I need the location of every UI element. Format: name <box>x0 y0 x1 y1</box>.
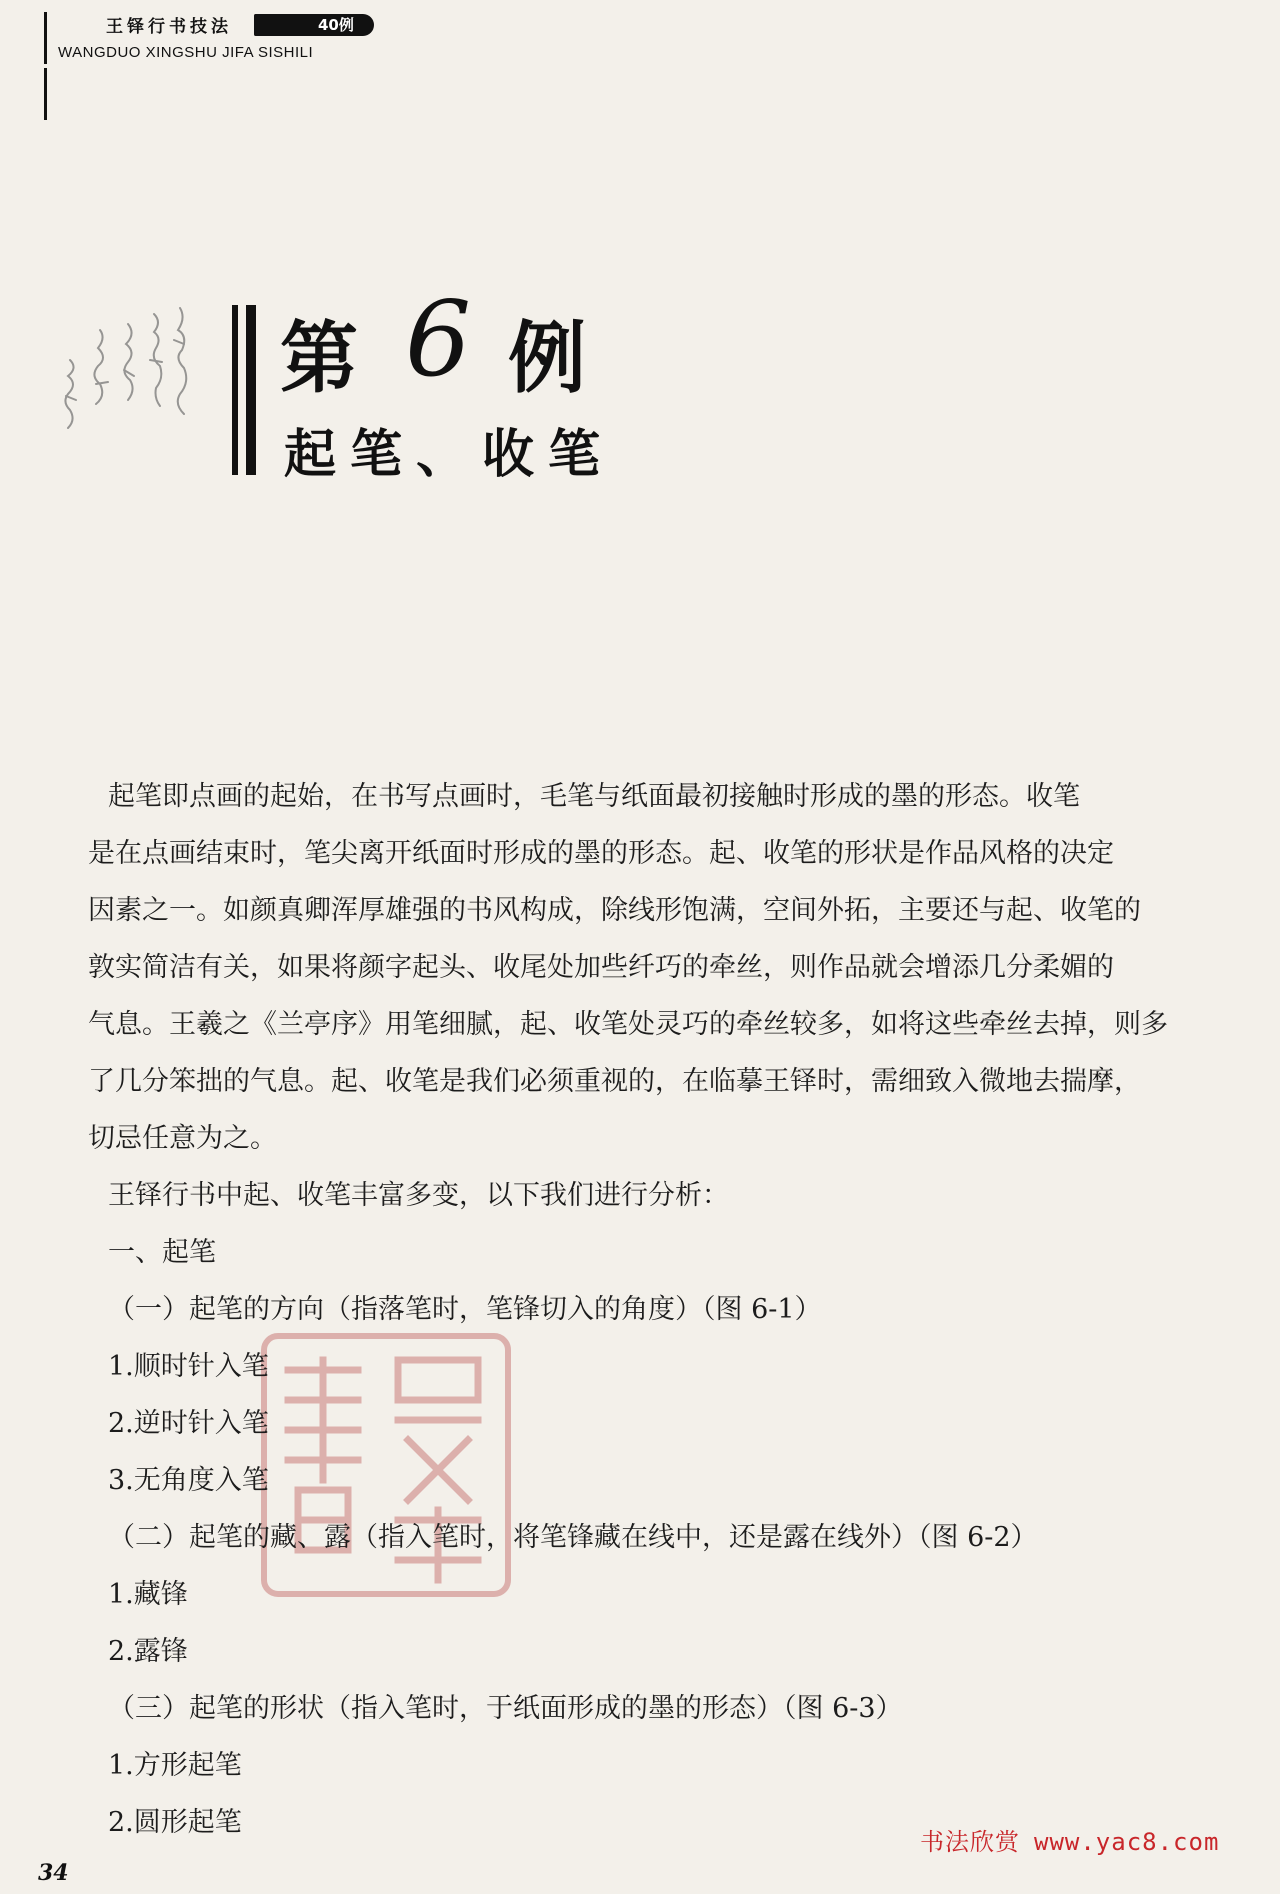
watermark <box>920 1822 1219 1857</box>
watermark-url: www.yac8.com <box>1034 1828 1220 1856</box>
list-item: 2.露锋 <box>108 1636 188 1667</box>
list-item: 2.圆形起笔 <box>108 1807 242 1838</box>
book-title: 王铎行书技法 <box>106 17 232 37</box>
chapter-prefix: 第 <box>280 313 361 404</box>
book-subtitle-pinyin: WANGDUO XINGSHU JIFA SISHILI <box>58 44 314 61</box>
analysis-line: 王铎行书中起、收笔丰富多变，以下我们进行分析： <box>108 1180 729 1211</box>
header-bars <box>44 12 53 64</box>
intro-line: 了几分笨拙的气息。起、收笔是我们必须重视的，在临摹王铎时，需细致入微地去揣摩， <box>88 1066 1141 1097</box>
header-badge: 40例 <box>254 14 374 36</box>
intro-line: 因素之一。如颜真卿浑厚雄强的书风构成，除线形饱满，空间外拓，主要还与起、收笔的 <box>88 895 1141 926</box>
chapter-suffix: 例 <box>508 313 587 404</box>
intro-line: 起笔即点画的起始，在书写点画时，毛笔与纸面最初接触时形成的墨的形态。收笔 <box>108 781 1080 812</box>
intro-line: 切忌任意为之。 <box>88 1123 277 1154</box>
subsection-heading: （三）起笔的形状（指入笔时，于纸面形成的墨的形态）（图 6-3） <box>108 1693 903 1724</box>
intro-line: 是在点画结束时，笔尖离开纸面时形成的墨的形态。起、收笔的形状是作品风格的决定 <box>88 838 1114 869</box>
list-item: 1.藏锋 <box>108 1579 188 1610</box>
intro-line: 敦实简洁有关，如果将颜字起头、收尾处加些纤巧的牵丝，则作品就会增添几分柔媚的 <box>88 952 1114 983</box>
chapter-rule-thick <box>246 305 256 475</box>
running-header <box>44 8 404 64</box>
intro-paragraph <box>88 768 1238 1167</box>
chapter-rule-thin <box>232 305 238 475</box>
watermark-text: 书法欣赏 <box>920 1828 1020 1856</box>
subsection-heading: （一）起笔的方向（指落笔时，笔锋切入的角度）（图 6-1） <box>108 1294 822 1325</box>
intro-line: 气息。王羲之《兰亭序》用笔细腻，起、收笔处灵巧的牵丝较多，如将这些牵丝去掉，则多 <box>88 1009 1168 1040</box>
section-heading: 一、起笔 <box>108 1237 216 1268</box>
list-item: 2.逆时针入笔 <box>108 1408 269 1439</box>
calligraphy-inscription-image <box>42 300 202 460</box>
list-item: 1.方形起笔 <box>108 1750 242 1781</box>
list-item: 3.无角度入笔 <box>108 1465 269 1496</box>
list-item: 1.顺时针入笔 <box>108 1351 269 1382</box>
chapter-number: 6 <box>405 278 472 400</box>
body-text <box>88 768 1238 1851</box>
page-number: 34 <box>38 1860 69 1886</box>
subsection-heading: （二）起笔的藏、露（指入笔时，将笔锋藏在线中，还是露在线外）（图 6-2） <box>108 1522 1038 1553</box>
chapter-subtitle: 起笔、收笔 <box>284 424 615 485</box>
